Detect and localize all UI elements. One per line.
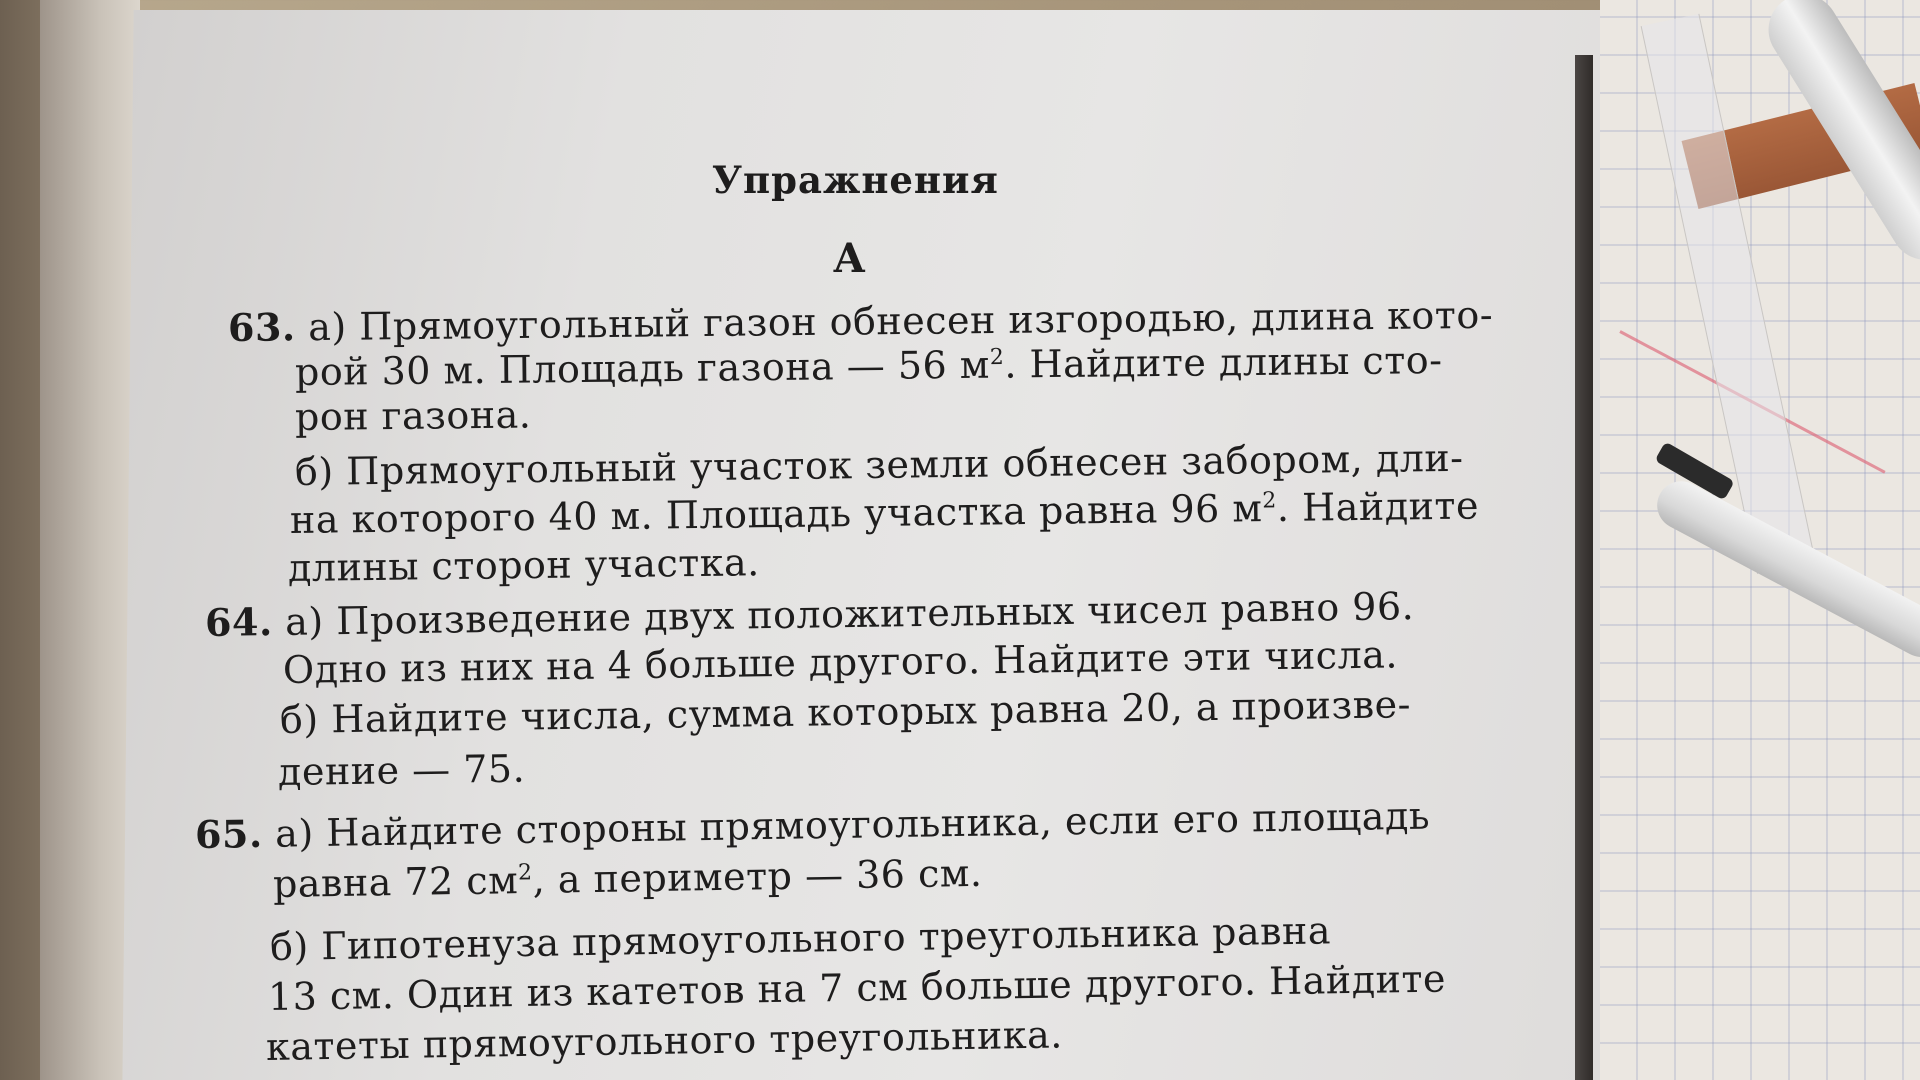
superscript: 2 xyxy=(1262,488,1277,514)
exercise-text: рон газона. xyxy=(294,392,532,439)
exercise-63-line-5 xyxy=(290,483,1479,542)
exercise-text: катеты прямоугольного треугольника. xyxy=(265,1012,1064,1069)
exercise-65-line-5 xyxy=(266,1012,1063,1069)
exercise-text: равна 72 см xyxy=(272,858,519,906)
exercise-number: 63. xyxy=(227,304,296,350)
exercise-text: 13 см. Один из катетов на 7 см больше другого. Найдите xyxy=(267,956,1447,1019)
superscript: 2 xyxy=(989,344,1005,371)
exercise-text: б) Гипотенуза прямоугольного треугольника равна xyxy=(269,908,1332,969)
exercise-number: 65. xyxy=(194,810,263,857)
exercise-text: а) Найдите стороны прямоугольника, если его площадь xyxy=(274,793,1431,856)
exercise-text: а) Прямоугольный газон обнесен изгородью, длина кото- xyxy=(307,292,1494,350)
exercise-64-line-4 xyxy=(278,747,526,794)
exercise-text: длины сторон участка. xyxy=(287,540,760,590)
page-heading: Упражнения xyxy=(712,158,999,202)
superscript: 2 xyxy=(517,860,533,886)
exercise-text: б) Найдите числа, сумма которых равна 20, а произве- xyxy=(279,682,1412,742)
exercise-63-line-3 xyxy=(295,393,532,439)
exercise-text: а) Произведение двух положительных чисел равно 96. xyxy=(284,584,1415,644)
exercise-text: . Найдите xyxy=(1276,483,1480,530)
exercise-text: . Найдите длины сто- xyxy=(1004,337,1443,387)
exercise-64-line-3 xyxy=(280,682,1412,742)
exercise-65-line-1 xyxy=(195,793,1431,857)
exercise-63-line-6 xyxy=(288,540,760,590)
exercise-number: 64. xyxy=(204,599,273,645)
exercise-text: б) Прямоугольный участок земли обнесен забором, дли- xyxy=(294,435,1464,494)
section-letter: А xyxy=(833,235,866,282)
exercise-text: рой 30 м. Площадь газона — 56 м xyxy=(294,342,991,394)
exercise-65-line-2 xyxy=(273,851,983,906)
exercise-text: на которого 40 м. Площадь участка равна 96 м xyxy=(289,486,1263,542)
exercise-text: Одно из них на 4 больше другого. Найдите эти числа. xyxy=(282,632,1399,692)
exercise-text: , а периметр — 36 см. xyxy=(532,850,983,902)
exercise-text: дение — 75. xyxy=(277,746,526,794)
